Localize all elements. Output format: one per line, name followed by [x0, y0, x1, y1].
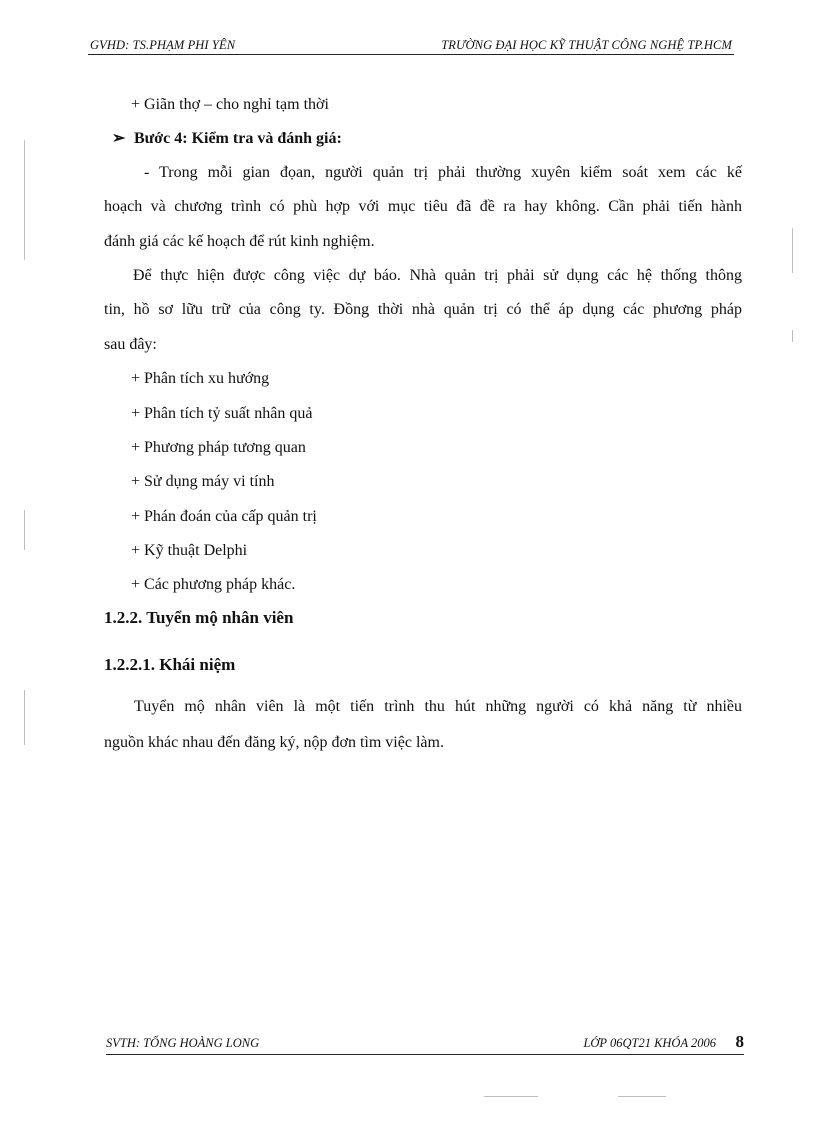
gian-tho-item: + Giãn thợ – cho nghỉ tạm thời: [131, 96, 329, 113]
para2-line1: Để thực hiện được công việc dự báo. Nhà quản trị phải sử dụng các hệ thống thông: [133, 267, 742, 284]
para2-line2: tin, hồ sơ lữu trữ của công ty. Đồng thời nhà quản trị có thể áp dụng các phương pháp: [104, 301, 742, 318]
list-item: + Các phương pháp khác.: [131, 576, 296, 593]
scan-mark: [618, 1096, 666, 1097]
footer-student: SVTH: TỐNG HOÀNG LONG: [106, 1036, 260, 1050]
arrow-bullet-icon: ➢: [112, 130, 126, 147]
para1-line2: hoạch và chương trình có phù hợp với mục tiêu đã đề ra hay không. Cần phải tiến hành: [104, 198, 742, 215]
para1-line3: đánh giá các kế hoạch để rút kinh nghiệm.: [104, 233, 375, 250]
para2-line3: sau đây:: [104, 336, 157, 353]
page-header: [88, 34, 734, 55]
header-university: TRƯỜNG ĐẠI HỌC KỸ THUẬT CÔNG NGHỆ TP.HCM: [441, 38, 732, 52]
scan-mark: [24, 510, 25, 550]
step4-label: Bước 4: Kiểm tra và đánh giá:: [134, 130, 342, 147]
para3-line2: nguồn khác nhau đến đăng ký, nộp đơn tìm việc làm.: [104, 734, 444, 751]
list-item: + Sử dụng máy vi tính: [131, 473, 275, 490]
step4-heading: [112, 129, 342, 149]
section-heading-1-2-2-1: 1.2.2.1. Khái niệm: [104, 655, 236, 674]
footer-class: LỚP 06QT21 KHÓA 2006: [583, 1036, 716, 1050]
scan-mark: [484, 1096, 538, 1097]
scan-mark: [792, 330, 793, 342]
scan-mark: [792, 228, 793, 273]
list-item: + Phân tích xu hướng: [131, 370, 270, 387]
page-footer: [106, 1030, 744, 1055]
list-item: + Phán đoán của cấp quản trị: [131, 508, 317, 525]
list-item: + Phân tích tỷ suất nhân quả: [131, 405, 313, 422]
scan-mark: [24, 140, 25, 260]
header-advisor: GVHD: TS.PHẠM PHI YÊN: [90, 38, 236, 52]
page-number: 8: [735, 1032, 744, 1051]
para1-line1: - Trong mỗi gian đọan, người quản trị phải thường xuyên kiểm soát xem các kế: [144, 164, 742, 181]
section-heading-1-2-2: 1.2.2. Tuyển mộ nhân viên: [104, 608, 294, 627]
list-item: + Kỹ thuật Delphi: [131, 542, 248, 559]
scan-mark: [24, 690, 25, 745]
para3-line1: Tuyển mộ nhân viên là một tiến trình thu hút những người có khả năng từ nhiều: [134, 698, 742, 715]
list-item: + Phương pháp tương quan: [131, 439, 306, 456]
